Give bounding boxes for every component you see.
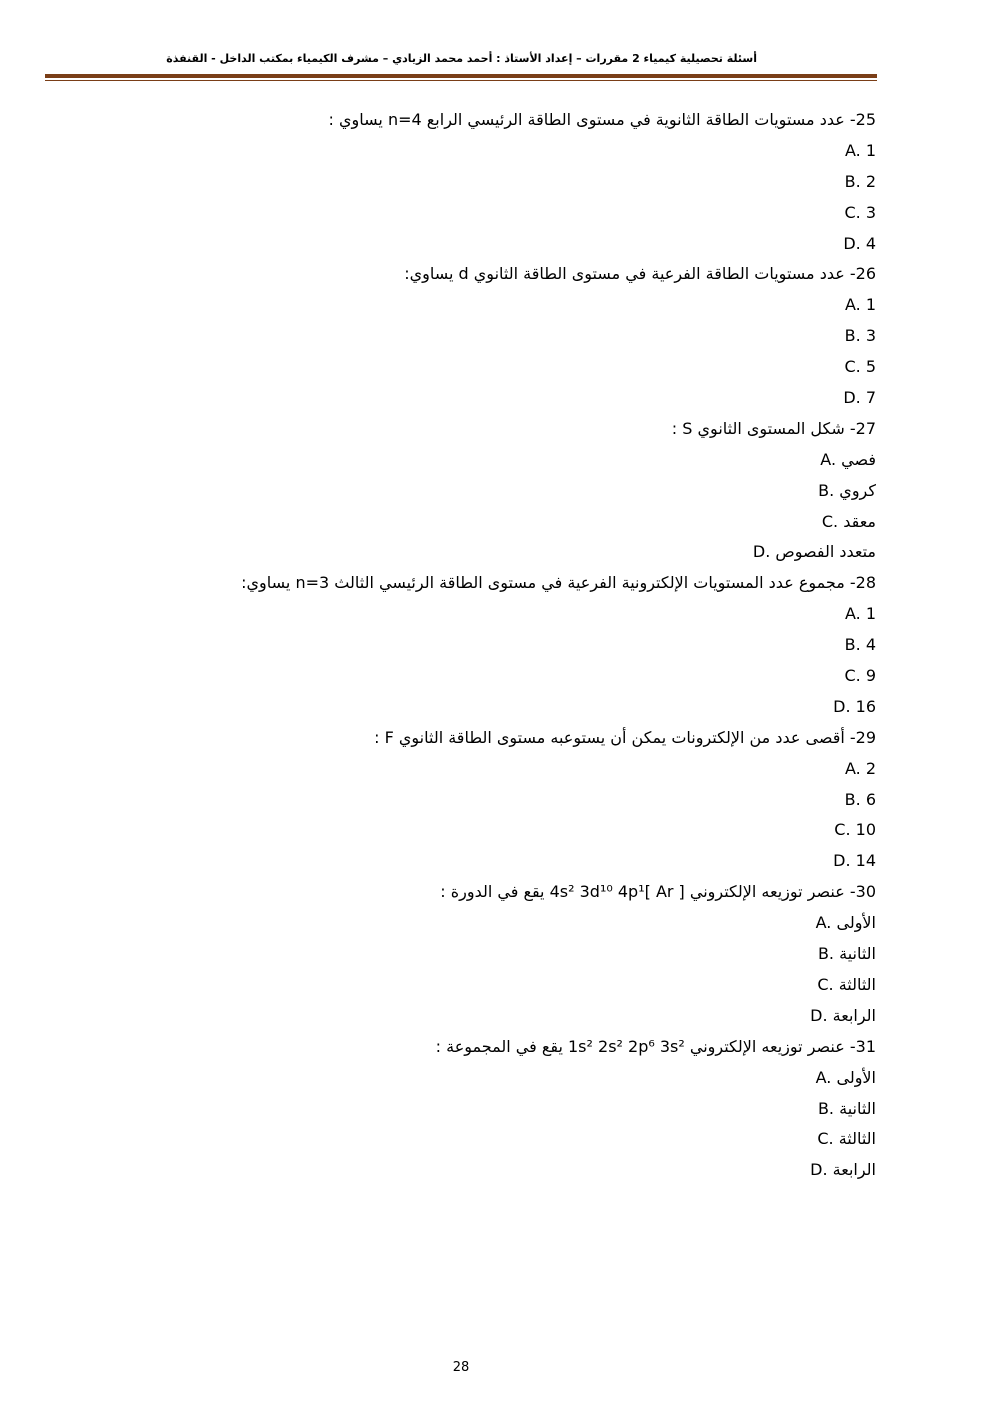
question-text: 25- عدد مستويات الطاقة الثانوية في مستوى الطاقة الرئيسي الرابع n=4 يساوي : bbox=[328, 110, 876, 129]
option-b: B. 2 bbox=[844, 171, 876, 191]
option-b: B. 3 bbox=[844, 326, 876, 346]
question-text: 30- عنصر توزيعه الإلكتروني [ Ar ]4s² 3d¹⁰ 4p¹ يقع في الدورة : bbox=[440, 882, 876, 902]
option-a: A. فصي bbox=[820, 449, 876, 469]
page-header: أسئلة تحصيلية كيمياء 2 مقررات – إعداد الأستاذ : أحمد محمد الزيادي – مشرف الكيمياء بمكتب الداخل - القنفذة bbox=[166, 52, 757, 65]
option-c: C. 3 bbox=[844, 202, 876, 222]
question-text: 28- مجموع عدد المستويات الإلكترونية الفرعية في مستوى الطاقة الرئيسي الثالث n=3 يساوي: bbox=[241, 573, 876, 593]
option-d: D. الرابعة bbox=[810, 1160, 876, 1180]
option-d: D. 7 bbox=[843, 388, 876, 408]
header-rule-thick bbox=[45, 74, 877, 78]
page-number: 28 bbox=[452, 1360, 470, 1375]
option-a: A. 1 bbox=[844, 140, 876, 160]
option-d: D. 14 bbox=[833, 851, 876, 871]
question-text: 31- عنصر توزيعه الإلكتروني 1s² 2s² 2p⁶ 3s² يقع في المجموعة : bbox=[435, 1036, 876, 1056]
option-c: C. 10 bbox=[834, 820, 876, 840]
option-c: C. معقد bbox=[821, 511, 876, 531]
option-d: D. 16 bbox=[833, 696, 876, 716]
option-d: D. الرابعة bbox=[810, 1005, 876, 1025]
option-c: C. 5 bbox=[844, 357, 876, 377]
questions-list bbox=[116, 105, 876, 1186]
option-a: A. الأولى bbox=[815, 1067, 876, 1087]
question-text: 29- أقصى عدد من الإلكترونات يمكن أن يستوعبه مستوى الطاقة الثانوي F : bbox=[374, 727, 876, 747]
question-25 bbox=[116, 105, 876, 259]
option-b: B. الثانية bbox=[817, 1098, 876, 1118]
option-a: A. 1 bbox=[844, 295, 876, 315]
option-c: C. الثالثة bbox=[817, 974, 876, 994]
question-26 bbox=[116, 259, 876, 413]
question-text: 27- شكل المستوى الثانوي S : bbox=[671, 418, 876, 438]
option-c: C. الثالثة bbox=[817, 1129, 876, 1149]
option-a: A. 1 bbox=[844, 604, 876, 624]
question-text: 26- عدد مستويات الطاقة الفرعية في مستوى الطاقة الثانوي d يساوي: bbox=[404, 264, 876, 284]
option-b: B. 4 bbox=[844, 635, 876, 655]
option-a: A. 2 bbox=[844, 758, 876, 778]
question-28 bbox=[116, 568, 876, 722]
option-d: D. متعدد الفصوص bbox=[752, 542, 876, 562]
header-rule-thin bbox=[45, 80, 877, 81]
question-29 bbox=[116, 723, 876, 877]
option-a: A. الأولى bbox=[815, 913, 876, 933]
question-27 bbox=[116, 414, 876, 568]
question-31 bbox=[116, 1032, 876, 1186]
option-b: B. 6 bbox=[844, 789, 876, 809]
option-d: D. 4 bbox=[843, 233, 876, 253]
option-b: B. كروي bbox=[818, 480, 876, 500]
option-b: B. الثانية bbox=[817, 944, 876, 964]
question-30 bbox=[116, 877, 876, 1031]
option-c: C. 9 bbox=[844, 666, 876, 686]
